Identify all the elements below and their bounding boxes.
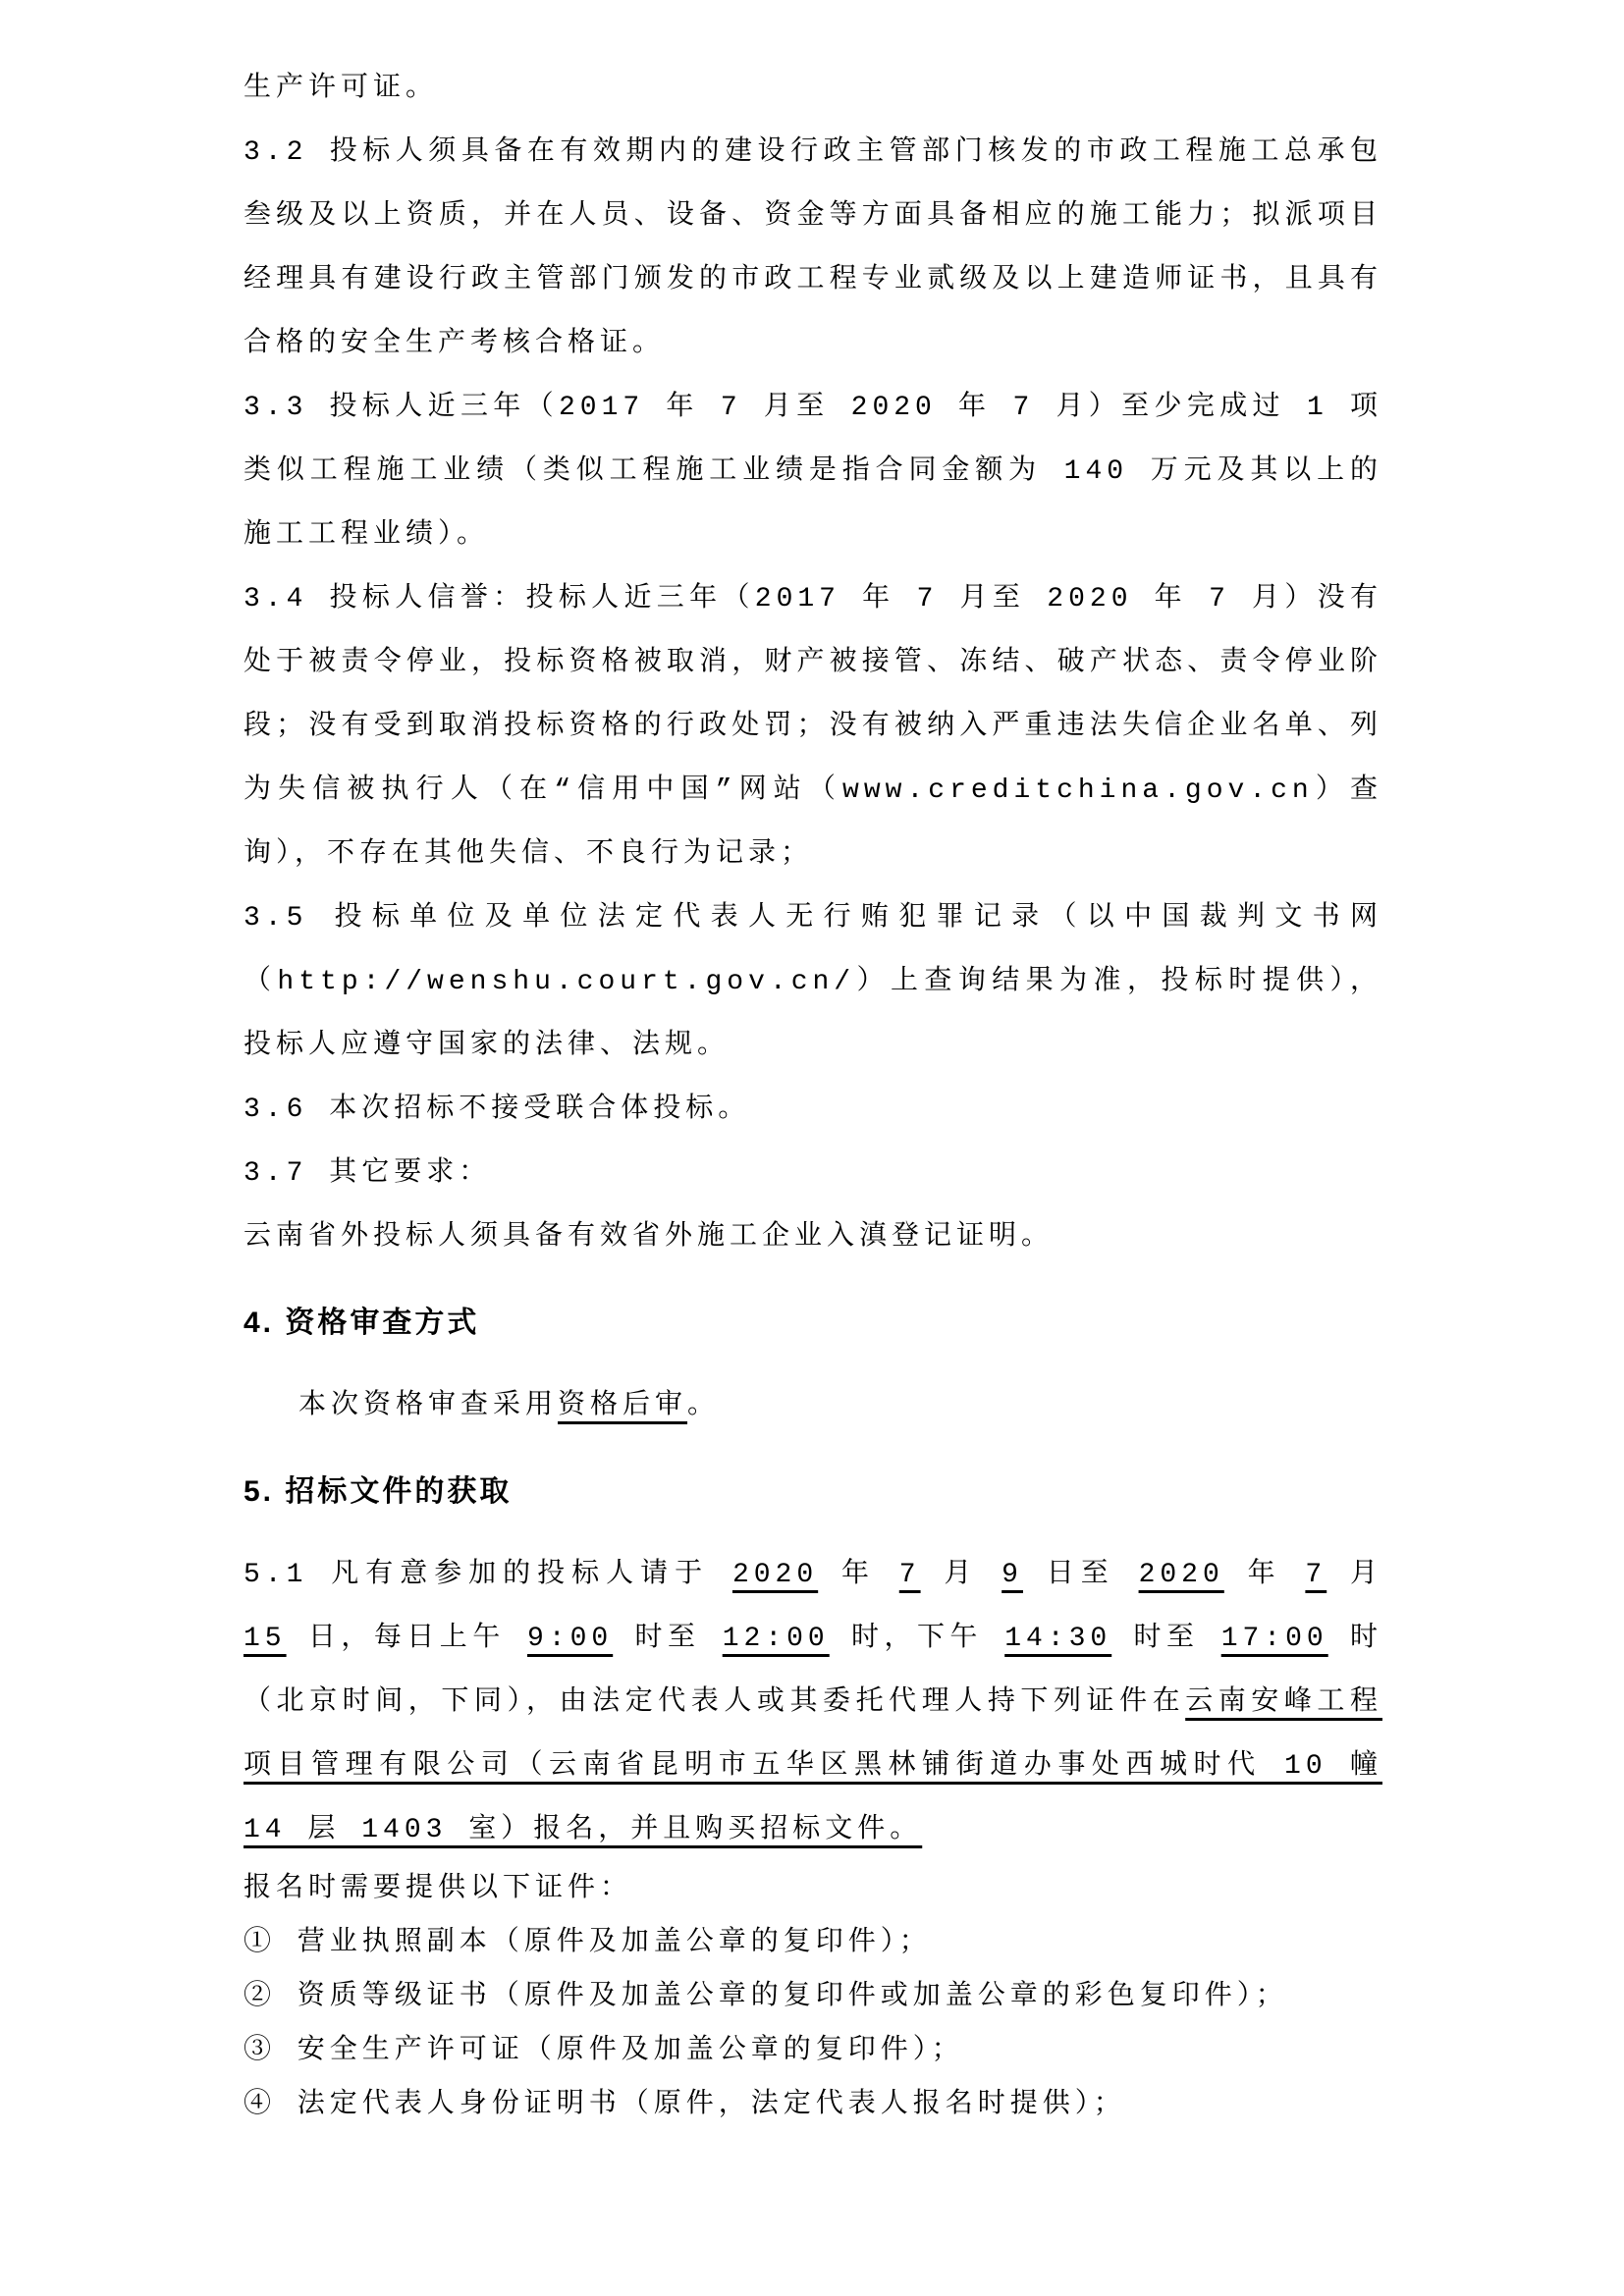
text-segment: 3.4 投标人信誉：投标人近三年（2017 年 7 月至 2020 年 7 月）没有处于被责令停业，投标资格被取消，财产被接管、冻结、破产状态、责令停业阶段；没有受到取消投标资格的行政处罚；没有被纳入严重违法失信企业名单、列为失信被执行人（在“信用中国”网站（www.creditchina.gov.cn）查询），不存在其他失信、不良行为记录； — [244, 584, 1382, 870]
list-item-4 — [244, 2078, 1382, 2132]
paragraph-5-1 — [244, 1543, 1382, 1862]
text-segment: 云南省外投标人须具备有效省外施工企业入滇登记证明。 — [244, 1222, 1055, 1253]
text-segment: ② 资质等级证书（原件及加盖公章的复印件或加盖公章的彩色复印件）； — [244, 1982, 1288, 2012]
text-segment: 3.6 本次招标不接受联合体投标。 — [244, 1095, 751, 1125]
text-segment: 5. 招标文件的获取 — [244, 1475, 513, 1508]
text-segment: ④ 法定代表人身份证明书（原件，法定代表人报名时提供）； — [244, 2090, 1126, 2120]
text-segment: 时至 — [613, 1624, 723, 1654]
section-heading-5 — [244, 1460, 1382, 1523]
text-segment: 日，每日上午 — [286, 1624, 527, 1654]
paragraph-3-7 — [244, 1142, 1382, 1205]
underlined-text: 资格后审 — [558, 1391, 688, 1421]
text-segment: 年 — [1223, 1560, 1306, 1590]
text-segment: 日至 — [1022, 1560, 1139, 1590]
section-heading-4 — [244, 1291, 1382, 1355]
text-segment: 3.3 投标人近三年（2017 年 7 月至 2020 年 7 月）至少完成过 1 项类似工程施工业绩（类似工程施工业绩是指合同金额为 140 万元及其以上的施工工程业绩）。 — [244, 393, 1382, 551]
underlined-text: 2020 — [731, 1560, 819, 1590]
paragraph-3-2 — [244, 121, 1382, 376]
paragraph-registration-intro — [244, 1862, 1382, 1916]
text-segment: 3.2 投标人须具备在有效期内的建设行政主管部门核发的市政工程施工总承包叁级及以上资质，并在人员、设备、资金等方面具备相应的施工能力；拟派项目经理具有建设行政主管部门颁发的市政工程专业贰级及以上建造师证书，且具有合格的安全生产考核合格证。 — [244, 137, 1382, 359]
text-segment: 4. 资格审查方式 — [244, 1307, 480, 1339]
text-segment: 3.5 投标单位及单位法定代表人无行贿犯罪记录（以中国裁判文书网（http://wenshu.court.gov.cn/）上查询结果为准，投标时提供），投标人应遵守国家的法律、法规。 — [244, 903, 1382, 1061]
text-segment: ① 营业执照副本（原件及加盖公章的复印件）； — [244, 1928, 932, 1958]
underlined-text: 9 — [1001, 1560, 1023, 1590]
text-segment: 时，下午 — [829, 1624, 1005, 1654]
text-segment: 月 — [920, 1560, 1002, 1590]
paragraph-3-4 — [244, 567, 1382, 886]
list-item-1 — [244, 1916, 1382, 1970]
text-segment: 月 — [1326, 1560, 1383, 1590]
text-segment: 生产许可证。 — [244, 74, 439, 104]
list-item-2 — [244, 1970, 1382, 2024]
underlined-text: 14:30 — [1004, 1624, 1112, 1654]
underlined-text: 7 — [1305, 1560, 1327, 1590]
text-segment: ③ 安全生产许可证（原件及加盖公章的复印件）； — [244, 2036, 964, 2066]
underlined-text: 15 — [244, 1624, 287, 1654]
text-segment: 本次资格审查采用 — [298, 1391, 559, 1421]
paragraph-4-body — [244, 1374, 1382, 1438]
paragraph-continuation — [244, 57, 1382, 121]
text-segment: 。 — [687, 1391, 721, 1421]
document-body — [244, 57, 1382, 2132]
underlined-text: 9:00 — [527, 1624, 614, 1654]
underlined-text: 17:00 — [1220, 1624, 1328, 1654]
paragraph-3-5 — [244, 886, 1382, 1078]
underlined-text: 12:00 — [722, 1624, 830, 1654]
underlined-text: 7 — [898, 1560, 921, 1590]
text-segment: 报名时需要提供以下证件： — [244, 1874, 633, 1904]
paragraph-3-6 — [244, 1078, 1382, 1142]
underlined-text: 云南安峰工程项目管理有限公司（云南省昆明市五华区黑林铺街道办事处西城时代 10 幢 14 层 1403 室）报名，并且购买招标文件。 — [244, 1687, 1382, 1845]
list-item-3 — [244, 2024, 1382, 2078]
text-segment: 5.1 凡有意参加的投标人请于 — [244, 1560, 732, 1590]
paragraph-3-3 — [244, 376, 1382, 567]
text-segment: 年 — [818, 1560, 899, 1590]
paragraph-3-7-detail — [244, 1205, 1382, 1269]
text-segment: 时（北京时间，下同），由法定代表人或其委托代理人持下列证件在 — [244, 1624, 1382, 1718]
underlined-text: 2020 — [1138, 1560, 1224, 1590]
text-segment: 3.7 其它要求： — [244, 1158, 492, 1189]
text-segment: 时至 — [1111, 1624, 1221, 1654]
